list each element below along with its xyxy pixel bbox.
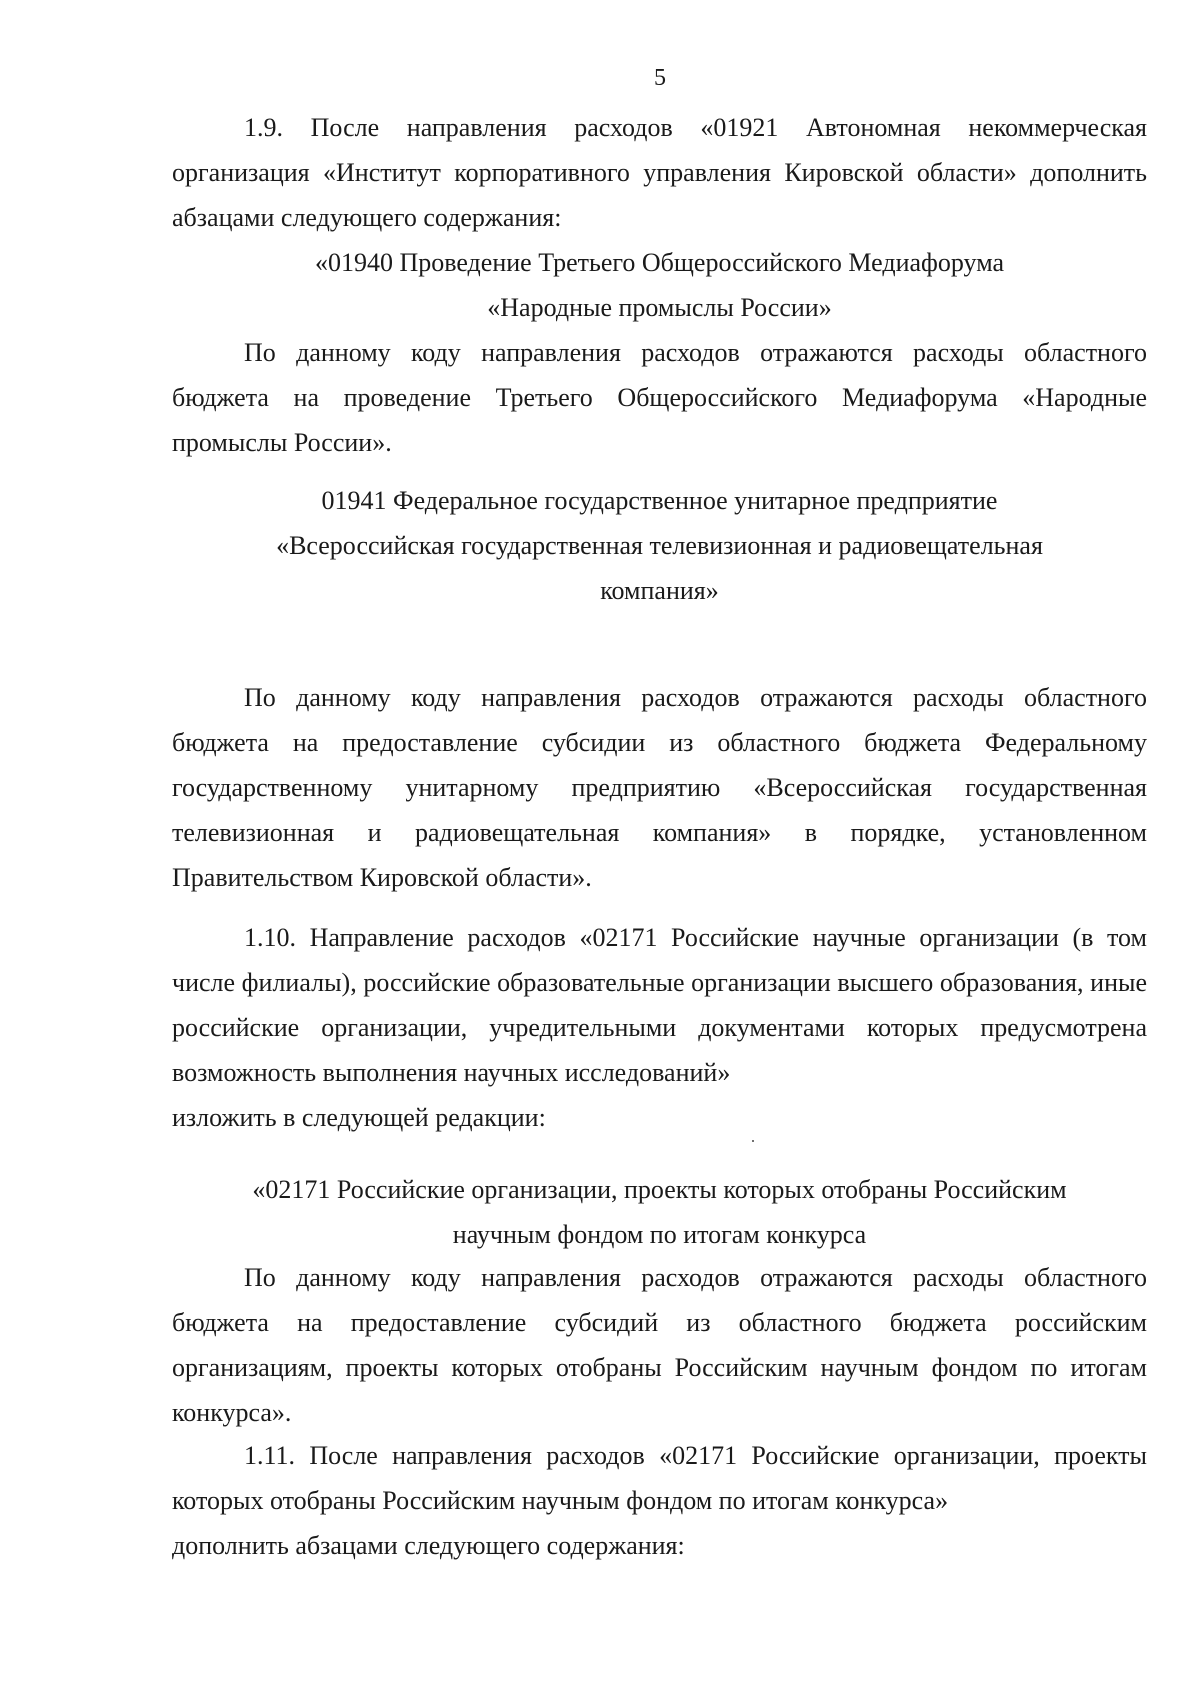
section-1-11-intro: 1.11. После направления расходов «02171 Российские организации, проекты которых отобраны Российским научным фондом по итогам конкурса» (172, 1441, 1147, 1515)
code-01941-description: По данному коду направления расходов отражаются расходы областного бюджета на предоставление субсидии из областного бюджета Федеральному государственному унитарному предприятию «Всероссийская государственная телевизионная и радиовещательная компания» в порядке, установленном Правительством Кировской области». (172, 683, 1147, 892)
code-01940-description-block (172, 330, 1147, 465)
section-1-11-intro-block (172, 1433, 1147, 1568)
section-1-10-intro: 1.10. Направление расходов «02171 Российские научные организации (в том числе филиалы), российские образовательные организации высшего образования, иные российские организации, учредительными документами которых предусмотрена возможность выполнения научных исследований» (172, 923, 1147, 1087)
code-02171-title-block (172, 1167, 1147, 1257)
section-1-10-intro-continuation: изложить в следующей редакции: (172, 1103, 546, 1132)
code-01941-title-block (172, 478, 1147, 613)
code-02171-description: По данному коду направления расходов отражаются расходы областного бюджета на предоставление субсидий из областного бюджета российским организациям, проекты которых отобраны Российским научным фондом по итогам конкурса». (172, 1263, 1147, 1427)
section-1-9-intro: 1.9. После направления расходов «01921 Автономная некоммерческая организация «Институт корпоративного управления Кировской области» дополнить абзацами следующего содержания: (172, 113, 1147, 232)
code-01940-description: По данному коду направления расходов отражаются расходы областного бюджета на проведение Третьего Общероссийского Медиафорума «Народные промыслы России». (172, 338, 1147, 457)
code-01941-title-line2: «Всероссийская государственная телевизионная и радиовещательная (276, 531, 1043, 560)
code-01940-title-block (172, 240, 1147, 330)
code-02171-title-line2: научным фондом по итогам конкурса (452, 1220, 867, 1249)
code-01941-title-line1: 01941 Федеральное государственное унитарное предприятие (321, 486, 998, 515)
code-02171-description-block (172, 1255, 1147, 1435)
code-01940-title-line1: «01940 Проведение Третьего Общероссийского Медиафорума (314, 248, 1005, 277)
code-01940-title-line2: «Народные промыслы России» (487, 293, 832, 322)
code-01941-title-line3: компания» (600, 576, 719, 605)
code-02171-title-line1: «02171 Российские организации, проекты которых отобраны Российским (252, 1175, 1067, 1204)
page-number: 5 (654, 65, 666, 91)
section-1-11-intro-continuation: дополнить абзацами следующего содержания: (172, 1531, 685, 1560)
section-1-9-intro-block (172, 105, 1147, 240)
scan-speck (752, 1140, 754, 1142)
section-1-10-intro-block (172, 915, 1147, 1140)
code-01941-description-block (172, 675, 1147, 900)
